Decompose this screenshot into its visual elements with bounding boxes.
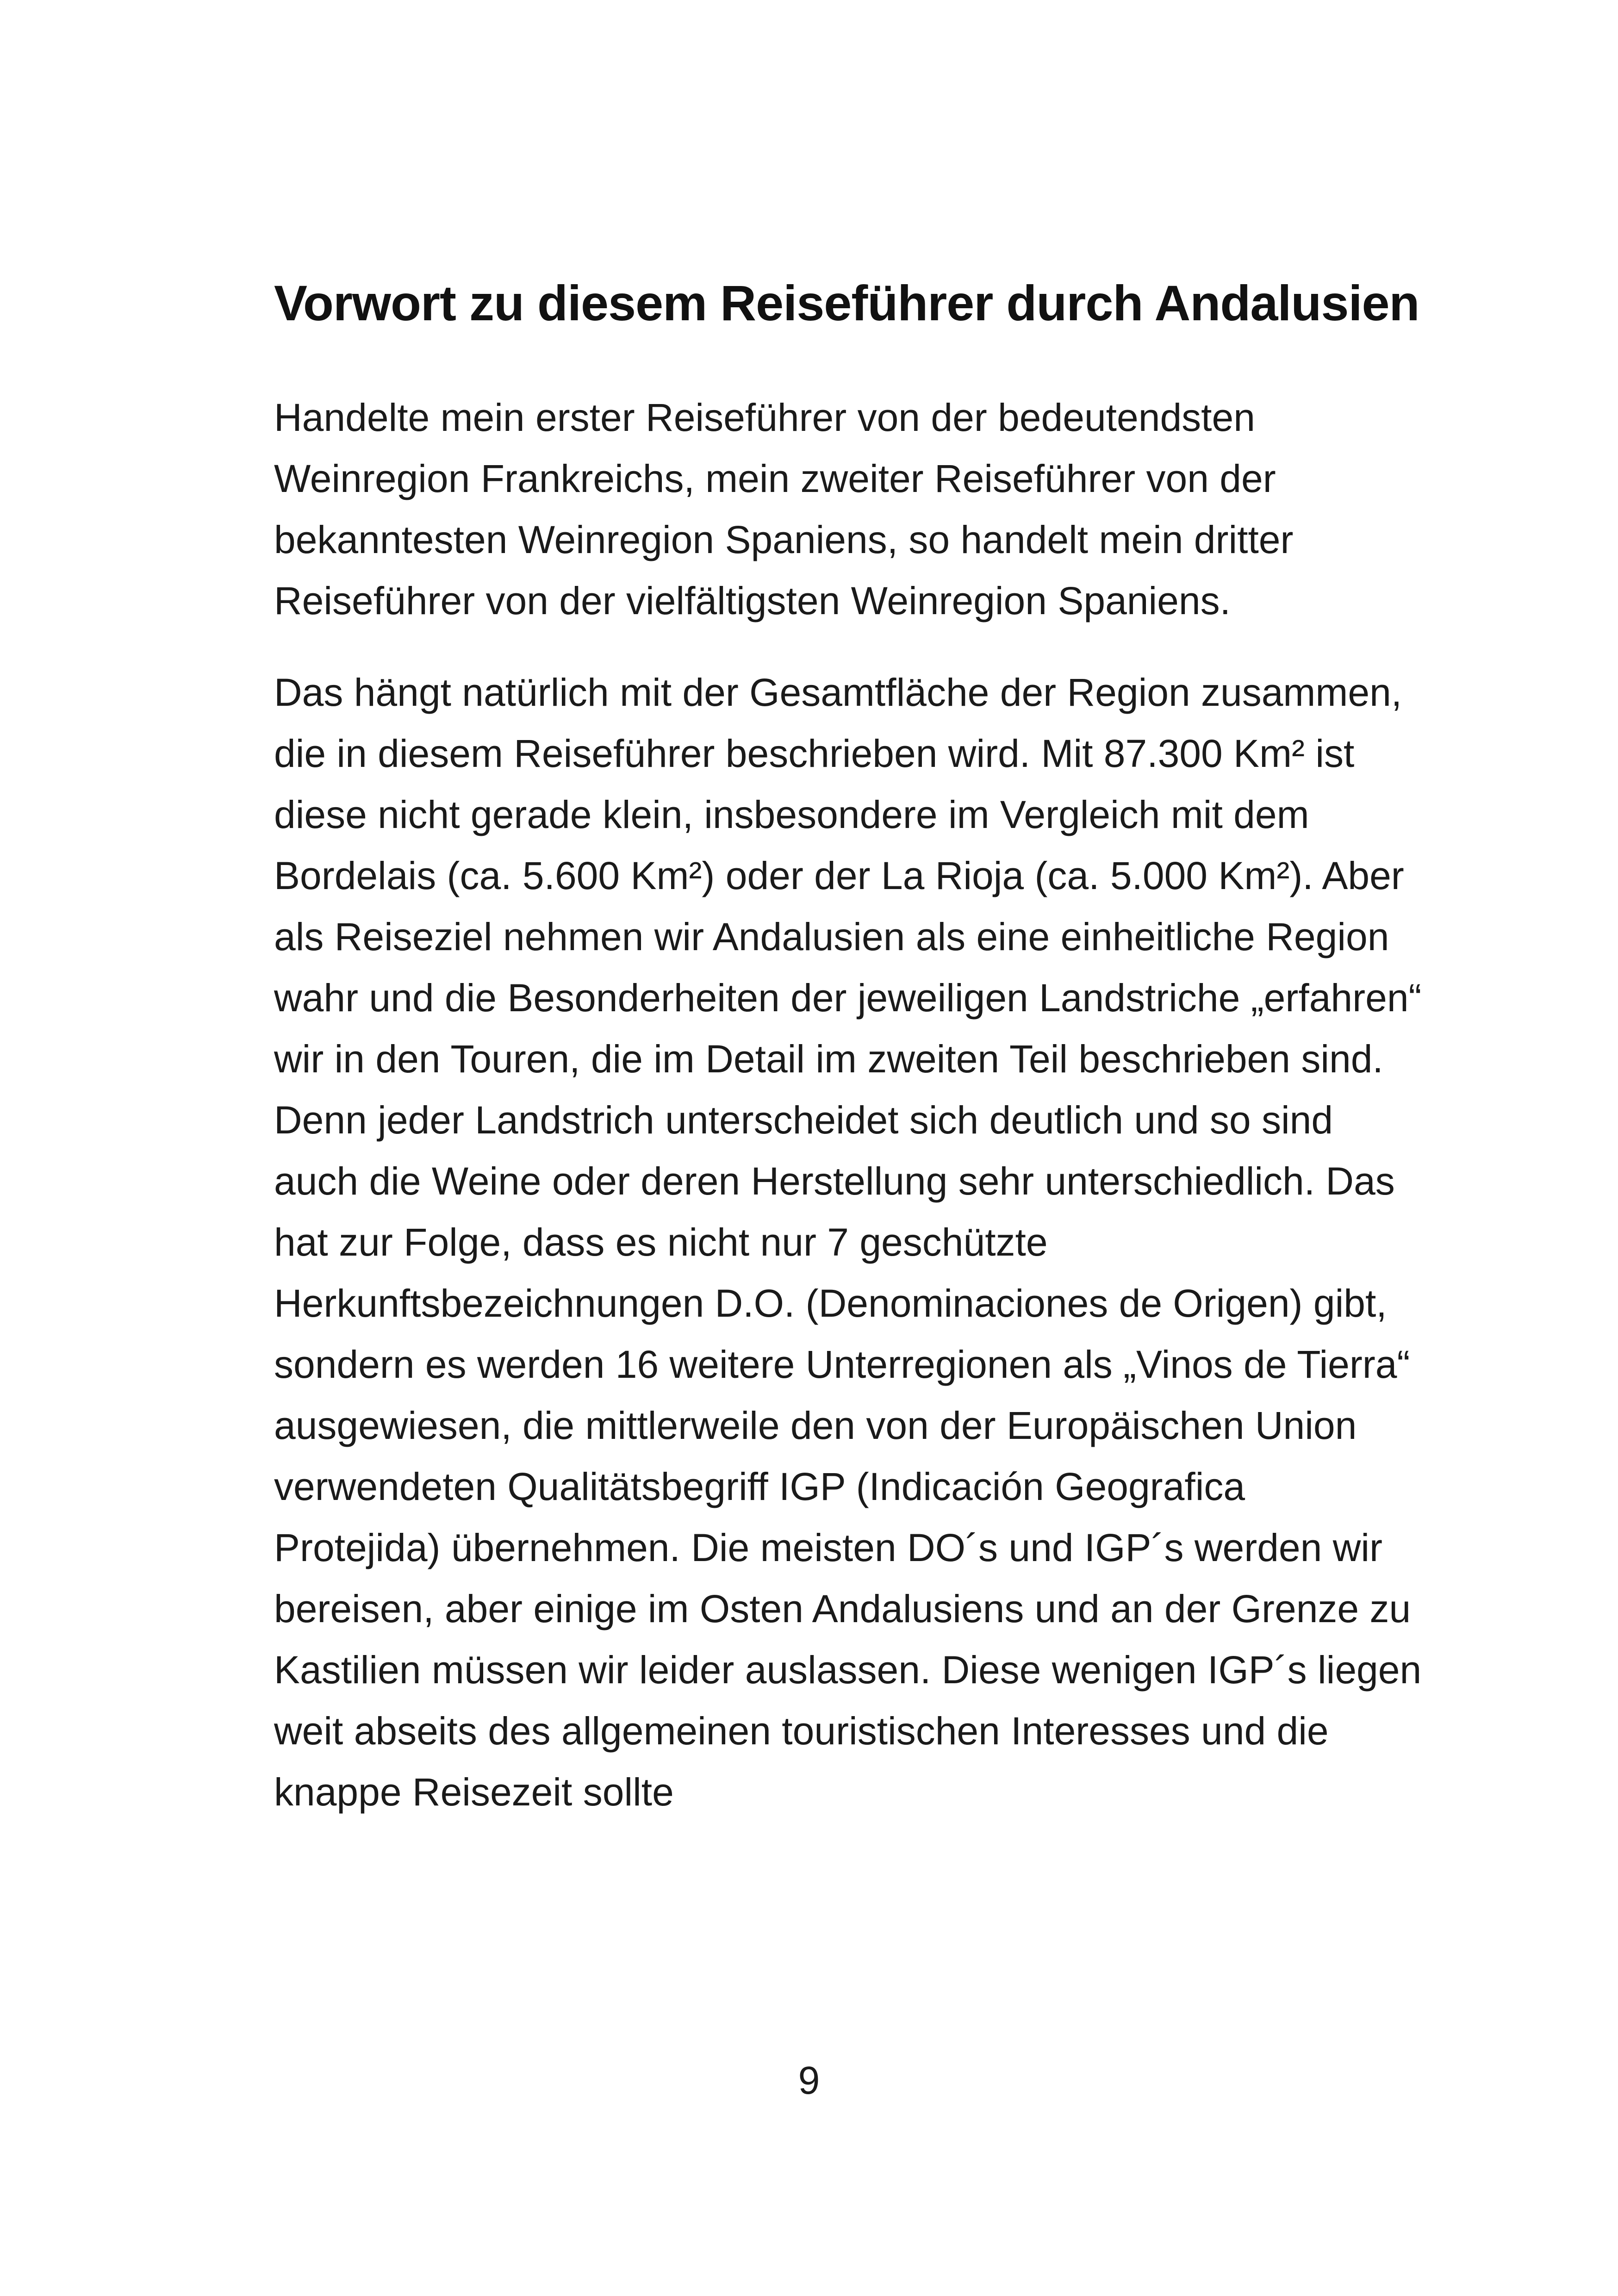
chapter-heading: Vorwort zu diesem Reiseführer durch Andalusien <box>274 275 1419 331</box>
page-content <box>274 273 1422 1823</box>
paragraph-intro: Handelte mein erster Reiseführer von der bedeutendsten Weinregion Frankreichs, mein zweiter Reiseführer von der bekanntesten Weinregion Spaniens, so handelt mein dritter Reiseführer von der vielfältigsten Weinregion Spaniens. <box>274 396 1294 622</box>
page-number: 9 <box>798 2059 820 2102</box>
paragraph-region-area: Das hängt natürlich mit der Gesamtfläche der Region zusammen, die in diesem Reiseführer beschrieben wird. Mit 87.300 Km² ist diese nicht gerade klein, insbesondere im Vergleich mit dem Bordelais (ca. 5.600 Km²) oder der La Rioja (ca. 5.000 Km²). Aber als Reiseziel nehmen wir Andalusien als eine einheitliche Region wahr und die Besonderheiten der jeweiligen Landstriche „erfahren“ wir in den Touren, die im Detail im zweiten Teil beschrieben sind. Denn jeder Landstrich unterscheidet sich deutlich und so sind auch die Weine oder deren Herstellung sehr unterschiedlich. Das hat zur Folge, dass es nicht nur 7 geschützte Herkunftsbezeichnungen D.O. (Denominaciones de Origen) gibt, sondern es werden 16 weitere Unterregionen als „Vinos de Tierra“ ausgewiesen, die mittlerweile den von der Europäischen Union verwendeten Qualitätsbegriff IGP (Indicación Geografica Protejida) übernehmen. Die meisten DO´s und IGP´s werden wir bereisen, aber einige im Osten Andalusiens und an der Grenze zu Kastilien müssen wir leider auslassen. Diese wenigen IGP´s liegen weit abseits des allgemeinen touristischen Interesses und die knappe Reisezeit sollte <box>274 671 1422 1814</box>
